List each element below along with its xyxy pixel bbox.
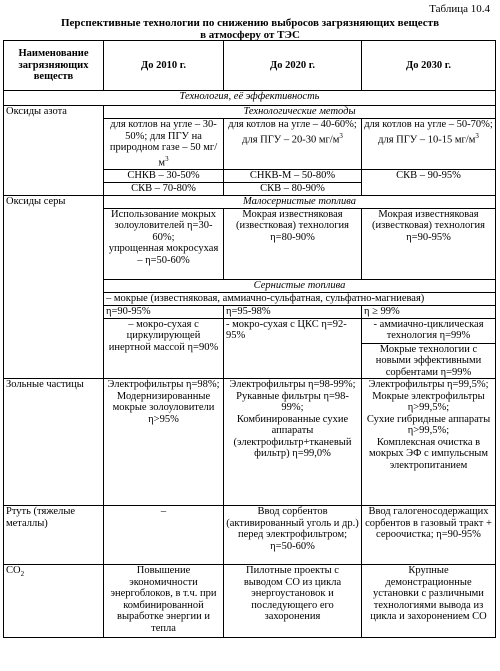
sox-eta-2020: η=95-98%	[224, 305, 362, 318]
nox-subtitle: Технологические методы	[104, 106, 496, 119]
table-number: Таблица 10.4	[429, 3, 490, 15]
hg-2020: Ввод сорбентов (активированный уголь и др.) перед электрофильтром; η=50-60%	[224, 506, 362, 565]
ash-name: Зольные частицы	[4, 379, 104, 506]
sox-eta-2010: η=90-95%	[104, 305, 224, 318]
nox-2010: для котлов на угле – 30-50%; для ПГУ на природном газе – 50 $мг/м^3$	[104, 119, 224, 170]
sox-name: Оксиды серы	[4, 195, 104, 379]
header-2010: До 2010 г.	[104, 41, 224, 91]
nox-2020: для котлов на угле – 40-60%; для ПГУ – 20-30 $мг/м^3$	[224, 119, 362, 170]
sox-wet: – мокрые (известняковая, аммиачно-сульфатная, сульфатно-магниевая)	[104, 292, 496, 305]
hg-2010: –	[104, 506, 224, 565]
sox-2030: Мокрая известняковая (известковая) технология η=90-95%	[362, 208, 496, 279]
nox-subtitle-row	[4, 106, 496, 119]
nox-snkv-2010: СНКВ – 30-50%	[104, 169, 224, 182]
ash-row	[4, 379, 496, 506]
ash-2030: Электрофильтры η=99,5%; Мокрые электрофильтры η>99,5%; Сухие гибридные аппараты η>99,5%; Комплексная очистка в мокрых ЭФ с импульсным электропитанием	[362, 379, 496, 506]
co2-row	[4, 565, 496, 638]
sox-2020: Мокрая известняковая (известковая) технология η=80-90%	[224, 208, 362, 279]
header-2030: До 2030 г.	[362, 41, 496, 91]
header-row	[4, 41, 496, 91]
sox-dry-2010: – мокро-сухая с циркулирующей инертной массой η=90%	[104, 318, 224, 379]
sox-dry-2020: - мокро-сухая с ЦКС η=92-95%	[224, 318, 362, 379]
sox-wet-2030: Мокрые технологии с новыми эффективными сорбентами η=99%	[362, 343, 496, 379]
sox-dry-2030: - аммиачно-циклическая технология η=99%	[362, 318, 496, 343]
sox-subtitle2: Сернистые топлива	[104, 279, 496, 292]
header-2020: До 2020 г.	[224, 41, 362, 91]
nox-skv-2010: СКВ – 70-80%	[104, 182, 224, 195]
hg-row	[4, 506, 496, 565]
ash-2020: Электрофильтры η=98-99%; Рукавные фильтры η=98-99%; Комбинированные сухие аппараты (электрофильтр+тканевый фильтр) η=99,0%	[224, 379, 362, 506]
section-row	[4, 91, 496, 106]
section-title: Технология, её эффективность	[4, 91, 496, 106]
sox-eta-2030: η ≥ 99%	[362, 305, 496, 318]
header-substance: Наименование загрязняющих веществ	[4, 41, 104, 91]
emissions-table	[3, 40, 496, 638]
co2-name: $CO_2$	[4, 565, 104, 638]
nox-skv-2020: СКВ – 80-90%	[224, 182, 362, 195]
sox-subtitle1: Малосернистые топлива	[104, 195, 496, 208]
nox-2030: для котлов на угле – 50-70%; для ПГУ – 10-15 $мг/м^3$	[362, 119, 496, 170]
hg-2030: Ввод галогеносодержащих сорбентов в газовый тракт + сероочистка; η=90-95%	[362, 506, 496, 565]
ash-2010: Электрофильтры η=98%; Модернизированные мокрые золоуловители η>95%	[104, 379, 224, 506]
sox-2010: Использование мокрых золоуловителей η=30-60%; упрощенная мокросухая – η=50-60%	[104, 208, 224, 279]
hg-name: Ртуть (тяжелые металлы)	[4, 506, 104, 565]
co2-2030: Крупные демонстрационные установки с различными технологиями вывода из цикла и захоронением CO	[362, 565, 496, 638]
co2-2020: Пилотные проекты с выводом CO из цикла энергоустановок и последующего его захоронения	[224, 565, 362, 638]
nox-name: Оксиды азота	[4, 106, 104, 196]
sox-subtitle1-row	[4, 195, 496, 208]
table-caption: Перспективные технологии по снижению выбросов загрязняющих веществ в атмосферу от ТЭС	[60, 17, 440, 41]
nox-skv-2030: СКВ – 90-95%	[362, 169, 496, 195]
co2-2010: Повышение экономичности энергоблоков, в т.ч. при комбинированной выработке энергии и тепла	[104, 565, 224, 638]
nox-snkv-2020: СНКВ-М – 50-80%	[224, 169, 362, 182]
